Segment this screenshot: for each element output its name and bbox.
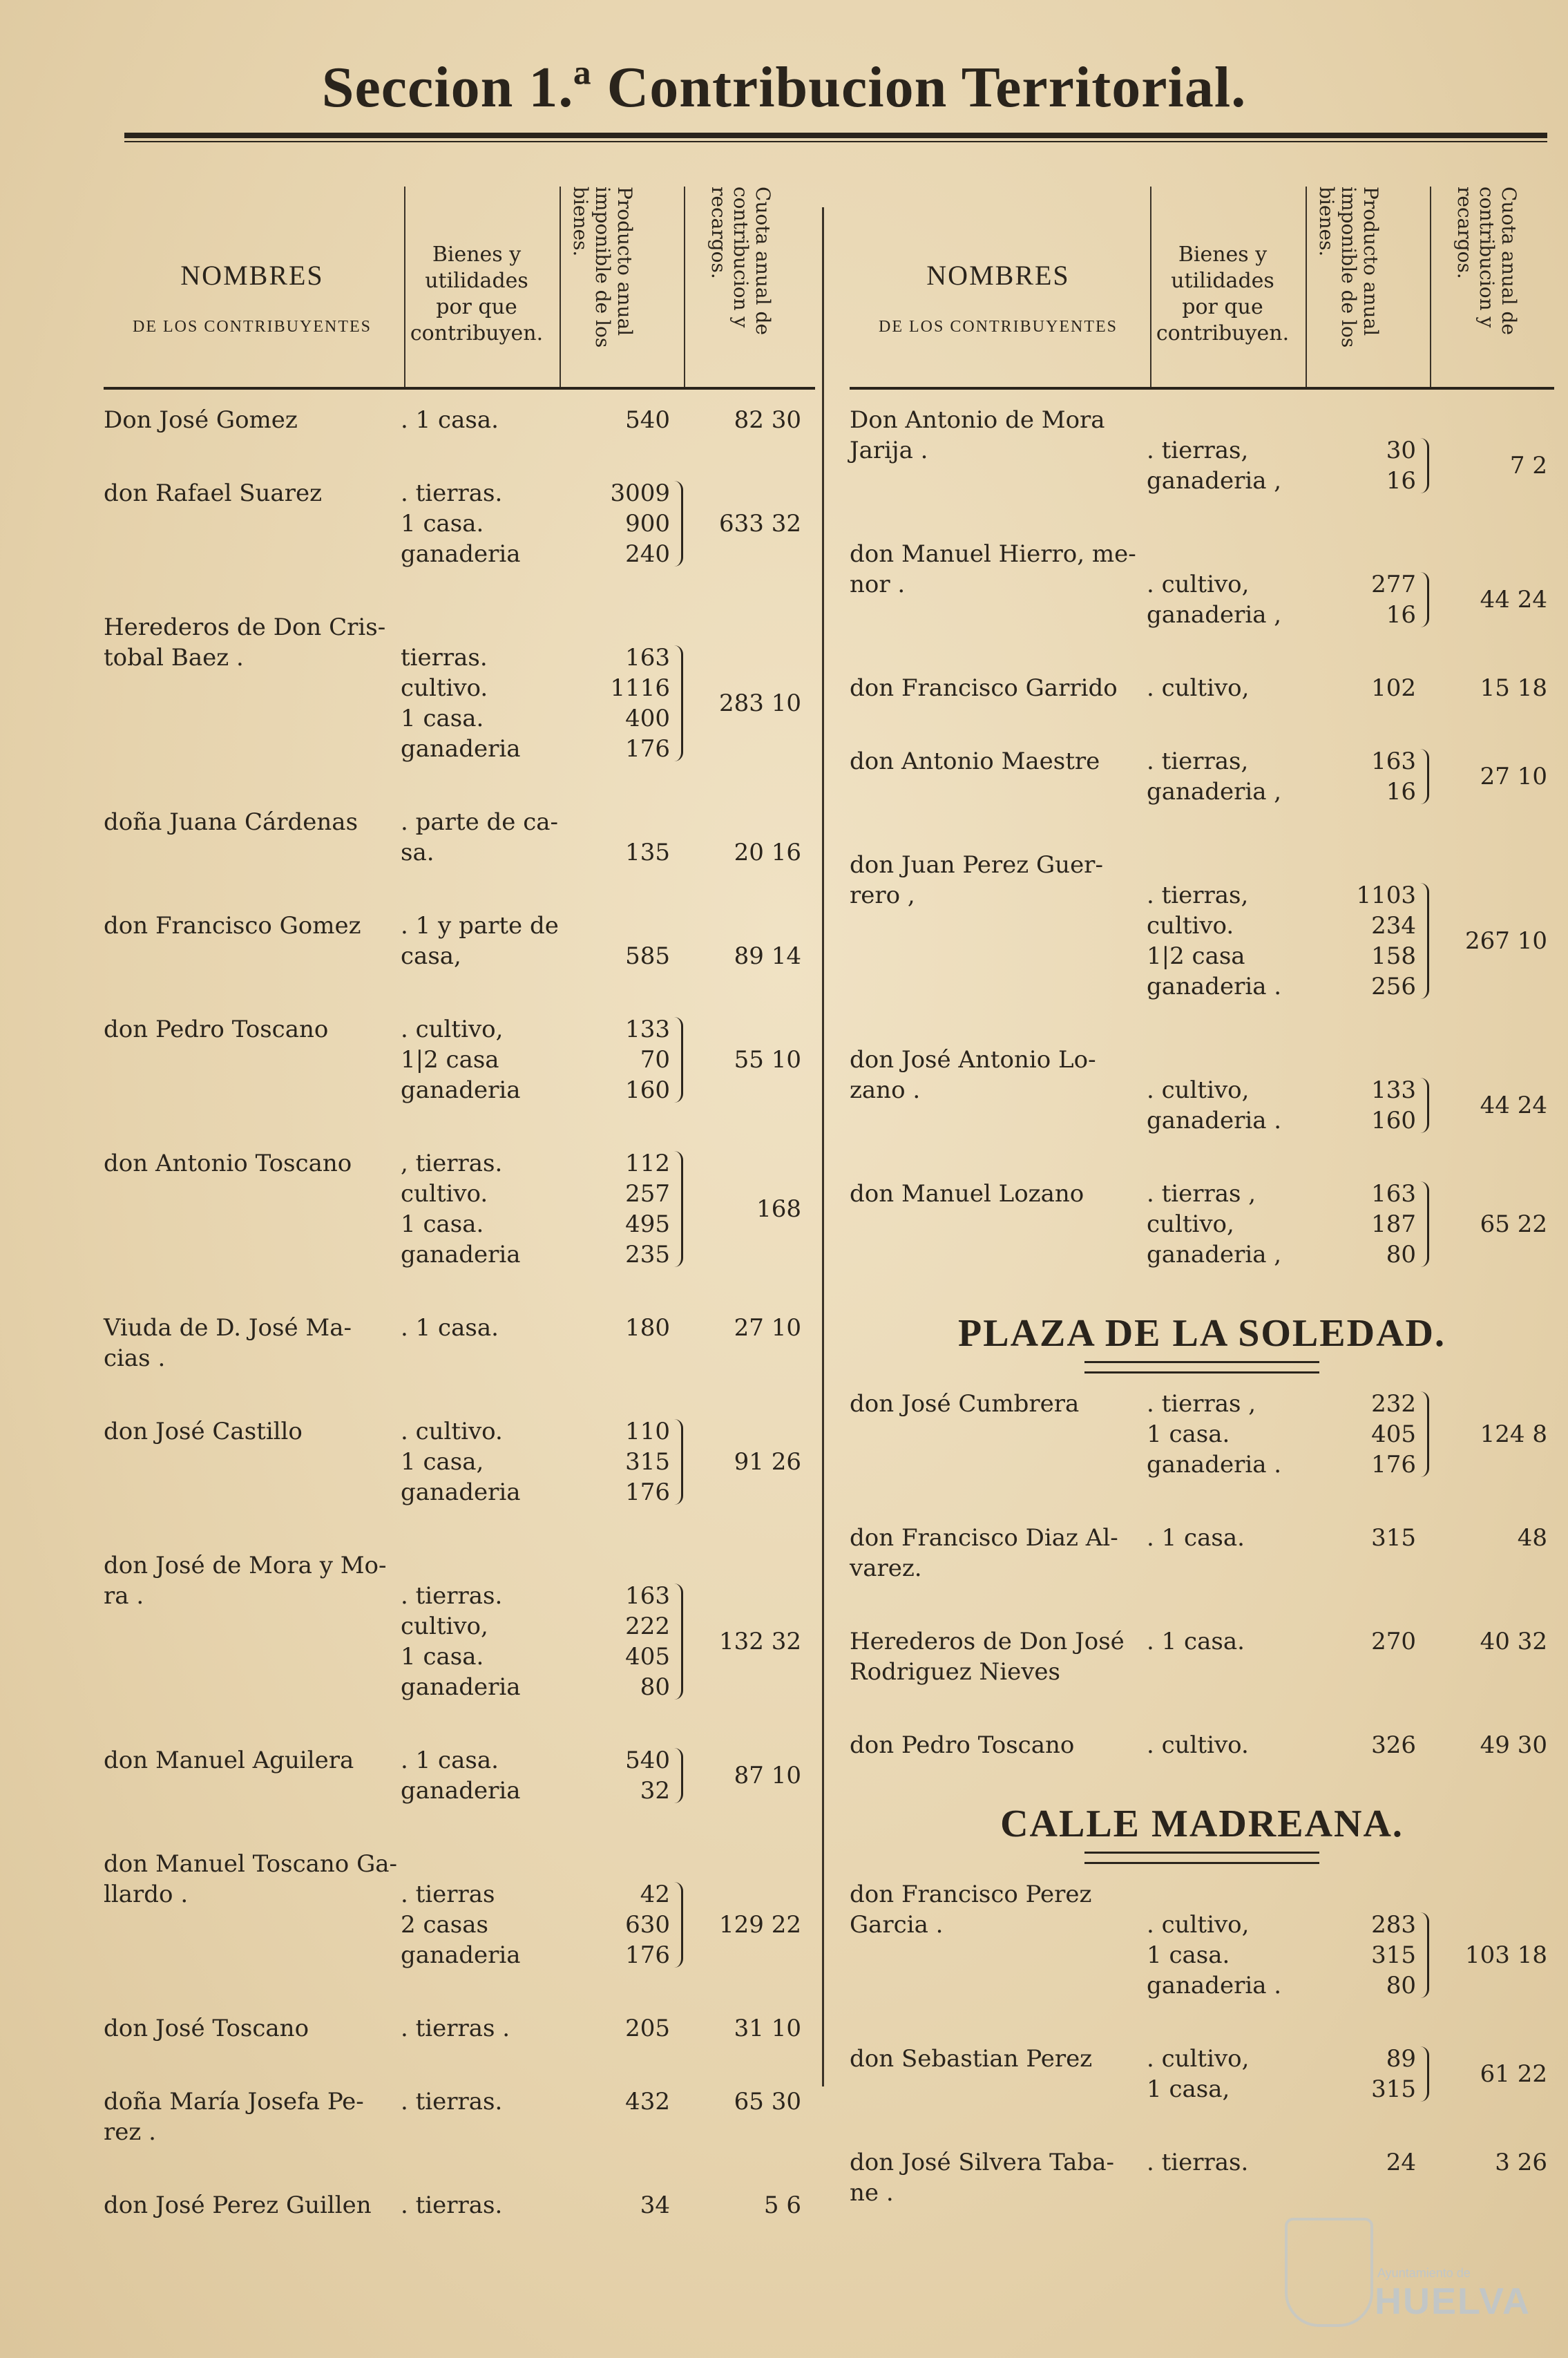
producto-cell: 277 bbox=[1371, 571, 1416, 598]
header-bienes: Bienes y utilidades por que contribuyen. bbox=[410, 243, 544, 345]
table-row bbox=[850, 539, 1554, 658]
plaza-table-body bbox=[850, 1389, 1554, 1788]
cuota-cell: 91 26 bbox=[734, 1448, 801, 1476]
producto-cell: 16 bbox=[1386, 601, 1416, 629]
bienes-cell: . cultivo. bbox=[1147, 1731, 1249, 1759]
title-rule bbox=[124, 133, 1547, 138]
cuota-cell: 65 22 bbox=[1480, 1210, 1547, 1238]
producto-cell: 135 bbox=[625, 839, 670, 866]
bienes-cell: . tierras. bbox=[401, 2191, 503, 2219]
bienes-cell: cultivo. bbox=[1147, 912, 1234, 940]
header-cuota: Cuota anual de contribucion y recargos. bbox=[707, 187, 774, 335]
header-nombres: NOMBRES bbox=[926, 260, 1070, 291]
header-de-los: DE LOS CONTRIBUYENTES bbox=[879, 318, 1118, 336]
producto-cell: 630 bbox=[625, 1911, 670, 1939]
cuota-cell: 44 24 bbox=[1480, 586, 1547, 614]
producto-cell: 540 bbox=[625, 1747, 670, 1774]
bienes-cell: ganaderia bbox=[401, 540, 521, 568]
producto-cell: 283 bbox=[1371, 1911, 1416, 1939]
header-cuota: Cuota anual de contribucion y recargos. bbox=[1453, 187, 1520, 335]
contribuyente-name: don Antonio Toscano bbox=[104, 1150, 352, 1177]
bienes-cell: ganaderia , bbox=[1147, 1241, 1282, 1268]
bienes-cell: ganaderia . bbox=[1147, 1451, 1282, 1478]
seal-subtitle: Ayuntamiento de bbox=[1377, 2266, 1471, 2280]
producto-cell: 42 bbox=[640, 1881, 670, 1908]
producto-cell: 102 bbox=[1371, 674, 1416, 702]
brace bbox=[1420, 749, 1429, 804]
bienes-cell: . 1 casa. bbox=[401, 1747, 499, 1774]
contribuyente-name: don José Cumbrera bbox=[850, 1390, 1080, 1418]
table-row bbox=[104, 612, 815, 792]
bienes-cell: ganaderia bbox=[401, 1241, 521, 1268]
producto-cell: 240 bbox=[625, 540, 670, 568]
bienes-cell: 1|2 casa bbox=[401, 1046, 499, 1074]
producto-cell: 24 bbox=[1386, 2149, 1416, 2176]
contribuyente-name: don Francisco Garrido bbox=[850, 674, 1118, 702]
brace bbox=[1420, 438, 1429, 493]
producto-cell: 16 bbox=[1386, 778, 1416, 806]
bienes-cell: 1 casa. bbox=[401, 510, 484, 538]
bienes-cell: 1 casa. bbox=[1147, 1420, 1230, 1448]
bienes-cell: cultivo, bbox=[401, 1613, 488, 1640]
title-rule-thin bbox=[124, 141, 1547, 142]
cuota-cell: 168 bbox=[756, 1195, 801, 1223]
header-names bbox=[850, 259, 1147, 336]
bienes-cell: cultivo. bbox=[401, 674, 488, 702]
bienes-cell: . tierras , bbox=[1147, 1180, 1256, 1208]
cuota-cell: 20 16 bbox=[734, 839, 801, 866]
contribuyente-name: don Pedro Toscano bbox=[104, 1016, 329, 1043]
producto-cell: 495 bbox=[625, 1210, 670, 1238]
bienes-cell: . 1 casa. bbox=[401, 406, 499, 434]
bienes-cell: cultivo, bbox=[1147, 1210, 1234, 1238]
bienes-cell: . tierras, bbox=[1147, 748, 1249, 775]
bienes-cell: . 1 casa. bbox=[1147, 1524, 1245, 1552]
bienes-cell: ganaderia bbox=[401, 735, 521, 763]
cuota-cell: 129 22 bbox=[719, 1911, 801, 1939]
bienes-cell: . cultivo, bbox=[1147, 2045, 1250, 2073]
contribuyente-name: don José Toscano bbox=[104, 2015, 309, 2042]
header-names bbox=[104, 259, 401, 336]
contribuyente-name: don José Castillo bbox=[104, 1418, 303, 1445]
table-row bbox=[850, 2044, 1554, 2132]
contribuyente-name: Viuda de D. José Ma- cias . bbox=[104, 1314, 352, 1372]
bienes-cell: . cultivo. bbox=[401, 1418, 503, 1445]
producto-cell: 205 bbox=[625, 2015, 670, 2042]
producto-cell: 187 bbox=[1371, 1210, 1416, 1238]
producto-cell: 585 bbox=[625, 942, 670, 970]
producto-cell: 34 bbox=[640, 2191, 670, 2219]
table-row bbox=[850, 1179, 1554, 1297]
table-row bbox=[104, 2190, 815, 2248]
table-row bbox=[850, 405, 1554, 524]
table-row bbox=[850, 1523, 1554, 1611]
producto-cell: 222 bbox=[625, 1613, 670, 1640]
cuota-cell: 49 30 bbox=[1480, 1731, 1547, 1759]
table-row bbox=[104, 1416, 815, 1535]
cuota-cell: 48 bbox=[1517, 1524, 1547, 1552]
bienes-cell: , tierras. bbox=[401, 1150, 503, 1177]
header-separator bbox=[1306, 187, 1307, 387]
producto-cell: 315 bbox=[625, 1448, 670, 1476]
producto-cell: 1116 bbox=[610, 674, 670, 702]
producto-cell: 257 bbox=[625, 1180, 670, 1208]
left-table-header bbox=[104, 166, 815, 390]
bienes-cell: . cultivo, bbox=[1147, 1076, 1250, 1104]
producto-cell: 232 bbox=[1371, 1390, 1416, 1418]
bienes-cell: 1 casa. bbox=[1147, 1941, 1230, 1969]
producto-cell: 270 bbox=[1371, 1628, 1416, 1655]
table-row bbox=[104, 478, 815, 597]
bienes-cell: 1 casa. bbox=[401, 1643, 484, 1671]
header-separator bbox=[1150, 187, 1151, 387]
bienes-cell: . tierras, bbox=[1147, 437, 1249, 464]
header-separator bbox=[404, 187, 405, 387]
contribuyente-name: don José Antonio Lo- zano . bbox=[850, 1046, 1096, 1104]
left-column bbox=[104, 166, 815, 2248]
producto-cell: 80 bbox=[1386, 1241, 1416, 1268]
table-row bbox=[850, 850, 1554, 1029]
bienes-cell: . tierras, bbox=[1147, 882, 1249, 909]
producto-cell: 163 bbox=[625, 644, 670, 672]
brace bbox=[674, 645, 683, 761]
producto-cell: 400 bbox=[625, 705, 670, 732]
brace bbox=[674, 1882, 683, 1968]
producto-cell: 160 bbox=[625, 1076, 670, 1104]
cuota-cell: 15 18 bbox=[1480, 674, 1547, 702]
header-de-los: DE LOS CONTRIBUYENTES bbox=[133, 318, 372, 336]
producto-cell: 405 bbox=[1371, 1420, 1416, 1448]
bienes-cell: 1 casa, bbox=[401, 1448, 484, 1476]
cuota-cell: 87 10 bbox=[734, 1762, 801, 1789]
brace bbox=[1420, 1078, 1429, 1133]
bienes-cell: ganaderia bbox=[401, 1941, 521, 1969]
table-row bbox=[850, 1730, 1554, 1788]
bienes-cell: 1 casa, bbox=[1147, 2075, 1230, 2103]
bienes-cell: ganaderia . bbox=[1147, 1107, 1282, 1134]
contribuyente-name: Don Antonio de Mora Jarija . bbox=[850, 406, 1105, 464]
contribuyente-name: don Francisco Gomez bbox=[104, 912, 361, 940]
contribuyente-name: don Pedro Toscano bbox=[850, 1731, 1075, 1759]
bienes-cell: . tierras. bbox=[401, 479, 503, 507]
producto-cell: 158 bbox=[1371, 942, 1416, 970]
cuota-cell: 124 8 bbox=[1480, 1420, 1547, 1448]
cuota-cell: 40 32 bbox=[1480, 1628, 1547, 1655]
producto-cell: 80 bbox=[640, 1673, 670, 1701]
table-row bbox=[104, 1849, 815, 1998]
calle-title: CALLE MADREANA. bbox=[1000, 1803, 1404, 1845]
producto-cell: 180 bbox=[625, 1314, 670, 1342]
contribuyente-name: don Sebastian Perez bbox=[850, 2045, 1093, 2073]
section-rule bbox=[1084, 1852, 1319, 1864]
producto-cell: 32 bbox=[640, 1777, 670, 1805]
producto-cell: 235 bbox=[625, 1241, 670, 1268]
cuota-cell: 103 18 bbox=[1465, 1941, 1547, 1969]
brace bbox=[674, 1017, 683, 1103]
bienes-cell: tierras. bbox=[401, 644, 488, 672]
section-title-calle bbox=[850, 1802, 1554, 1864]
huelva-seal-icon bbox=[1285, 2218, 1373, 2327]
table-row bbox=[104, 807, 815, 895]
producto-cell: 1103 bbox=[1356, 882, 1416, 909]
bienes-cell: 1|2 casa bbox=[1147, 942, 1245, 970]
bienes-cell: 1 casa. bbox=[401, 1210, 484, 1238]
section-title-plaza bbox=[850, 1311, 1554, 1373]
contribuyente-name: don José Silvera Taba- ne . bbox=[850, 2149, 1114, 2207]
table-row bbox=[104, 911, 815, 999]
cuota-cell: 55 10 bbox=[734, 1046, 801, 1074]
table-row bbox=[850, 1045, 1554, 1163]
cuota-cell: 267 10 bbox=[1465, 927, 1547, 955]
cuota-cell: 633 32 bbox=[719, 510, 801, 538]
producto-cell: 315 bbox=[1371, 1524, 1416, 1552]
seal-name: HUELVA bbox=[1375, 2281, 1531, 2322]
brace bbox=[1420, 572, 1429, 627]
table-row bbox=[850, 1879, 1554, 2028]
bienes-cell: . parte de ca- sa. bbox=[401, 808, 558, 866]
producto-cell: 432 bbox=[625, 2088, 670, 2115]
left-table-body bbox=[104, 405, 815, 2248]
contribuyente-name: doña Juana Cárdenas bbox=[104, 808, 358, 836]
contribuyente-name: Herederos de Don José Rodriguez Nieves bbox=[850, 1628, 1125, 1686]
contribuyente-name: don Antonio Maestre bbox=[850, 748, 1100, 775]
contribuyente-name: don Francisco Diaz Al- varez. bbox=[850, 1524, 1118, 1582]
bienes-cell: ganaderia . bbox=[1147, 973, 1282, 1000]
bienes-cell: ganaderia , bbox=[1147, 778, 1282, 806]
brace bbox=[674, 1748, 683, 1803]
bienes-cell: . tierras. bbox=[1147, 2149, 1249, 2176]
brace bbox=[674, 1584, 683, 1700]
producto-cell: 163 bbox=[1371, 748, 1416, 775]
table-row bbox=[104, 2086, 815, 2175]
bienes-cell: ganaderia , bbox=[1147, 467, 1282, 495]
bienes-cell: 1 casa. bbox=[401, 705, 484, 732]
producto-cell: 30 bbox=[1386, 437, 1416, 464]
bienes-cell: . cultivo, bbox=[1147, 674, 1250, 702]
header-producto: Producto anual imponible de los bienes. bbox=[1315, 187, 1382, 348]
brace bbox=[674, 481, 683, 567]
producto-cell: 163 bbox=[1371, 1180, 1416, 1208]
table-row bbox=[850, 2147, 1554, 2236]
cuota-cell: 82 30 bbox=[734, 406, 801, 434]
contribuyente-name: doña María Josefa Pe- rez . bbox=[104, 2088, 364, 2146]
contribuyente-name: Don José Gomez bbox=[104, 406, 298, 434]
bienes-cell: ganaderia bbox=[401, 1478, 521, 1506]
cuota-cell: 3 26 bbox=[1495, 2149, 1547, 2176]
right-table-header bbox=[850, 166, 1554, 390]
contribuyente-name: don Juan Perez Guer- rero , bbox=[850, 851, 1103, 909]
producto-cell: 110 bbox=[625, 1418, 670, 1445]
bienes-cell: . 1 casa. bbox=[401, 1314, 499, 1342]
bienes-cell: ganaderia bbox=[401, 1673, 521, 1701]
producto-cell: 326 bbox=[1371, 1731, 1416, 1759]
section-rule bbox=[1084, 1361, 1319, 1373]
cuota-cell: 27 10 bbox=[1480, 763, 1547, 790]
producto-cell: 163 bbox=[625, 1582, 670, 1610]
producto-cell: 160 bbox=[1371, 1107, 1416, 1134]
bienes-cell: ganaderia bbox=[401, 1076, 521, 1104]
table-row bbox=[104, 1148, 815, 1297]
cuota-cell: 27 10 bbox=[734, 1314, 801, 1342]
cuota-cell: 44 24 bbox=[1480, 1092, 1547, 1119]
producto-cell: 176 bbox=[625, 1941, 670, 1969]
table-row bbox=[104, 1550, 815, 1730]
column-divider bbox=[822, 207, 824, 2086]
producto-cell: 540 bbox=[625, 406, 670, 434]
bienes-cell: . tierras . bbox=[401, 2015, 510, 2042]
producto-cell: 315 bbox=[1371, 2075, 1416, 2103]
bienes-cell: . tierras bbox=[401, 1881, 495, 1908]
bienes-cell: . cultivo, bbox=[1147, 1911, 1250, 1939]
contribuyente-name: don Rafael Suarez bbox=[104, 479, 322, 507]
table-row bbox=[850, 673, 1554, 731]
brace bbox=[1420, 883, 1429, 999]
right-table-body bbox=[850, 405, 1554, 1297]
bienes-cell: . tierras. bbox=[401, 2088, 503, 2115]
bienes-cell: . tierras , bbox=[1147, 1390, 1256, 1418]
producto-cell: 900 bbox=[625, 510, 670, 538]
page-title: Seccion 1.ª Contribucion Territorial. bbox=[321, 55, 1247, 120]
bienes-cell: ganaderia . bbox=[1147, 1972, 1282, 1999]
cuota-cell: 89 14 bbox=[734, 942, 801, 970]
contribuyente-name: don José Perez Guillen bbox=[104, 2191, 372, 2219]
contribuyente-name: don José de Mora y Mo- ra . bbox=[104, 1552, 387, 1610]
right-column bbox=[850, 166, 1554, 2236]
bienes-cell: . cultivo, bbox=[401, 1016, 504, 1043]
brace bbox=[1420, 2046, 1429, 2102]
table-row bbox=[104, 405, 815, 463]
producto-cell: 256 bbox=[1371, 973, 1416, 1000]
cuota-cell: 7 2 bbox=[1509, 452, 1547, 479]
header-nombres: NOMBRES bbox=[180, 260, 324, 291]
producto-cell: 315 bbox=[1371, 1941, 1416, 1969]
producto-cell: 112 bbox=[625, 1150, 670, 1177]
contribuyente-name: Herederos de Don Cris- tobal Baez . bbox=[104, 614, 386, 672]
header-separator bbox=[684, 187, 685, 387]
table-row bbox=[104, 1014, 815, 1133]
header-separator bbox=[1430, 187, 1431, 387]
brace bbox=[1420, 1391, 1429, 1477]
bienes-cell: . cultivo, bbox=[1147, 571, 1250, 598]
cuota-cell: 31 10 bbox=[734, 2015, 801, 2042]
table-row bbox=[850, 1389, 1554, 1508]
bienes-cell: . 1 y parte de casa, bbox=[401, 912, 559, 970]
brace bbox=[674, 1151, 683, 1267]
bienes-cell: ganaderia bbox=[401, 1777, 521, 1805]
bienes-cell: ganaderia , bbox=[1147, 601, 1282, 629]
producto-cell: 80 bbox=[1386, 1972, 1416, 1999]
header-bienes: Bienes y utilidades por que contribuyen. bbox=[1156, 243, 1290, 345]
bienes-cell: . tierras. bbox=[401, 1582, 503, 1610]
header-separator bbox=[560, 187, 561, 387]
calle-table-body bbox=[850, 1879, 1554, 2236]
plaza-title: PLAZA DE LA SOLEDAD. bbox=[958, 1312, 1446, 1355]
producto-cell: 234 bbox=[1371, 912, 1416, 940]
producto-cell: 176 bbox=[625, 735, 670, 763]
brace bbox=[1420, 1181, 1429, 1267]
table-row bbox=[104, 2013, 815, 2071]
bienes-cell: cultivo. bbox=[401, 1180, 488, 1208]
contribuyente-name: don Francisco Perez Garcia . bbox=[850, 1881, 1092, 1939]
cuota-cell: 5 6 bbox=[763, 2191, 801, 2219]
producto-cell: 70 bbox=[640, 1046, 670, 1074]
brace bbox=[1420, 1912, 1429, 1998]
producto-cell: 176 bbox=[1371, 1451, 1416, 1478]
table-row bbox=[850, 746, 1554, 835]
contribuyente-name: don Manuel Lozano bbox=[850, 1180, 1084, 1208]
producto-cell: 176 bbox=[625, 1478, 670, 1506]
table-row bbox=[104, 1313, 815, 1401]
cuota-cell: 65 30 bbox=[734, 2088, 801, 2115]
brace bbox=[674, 1419, 683, 1505]
bienes-cell: 2 casas bbox=[401, 1911, 488, 1939]
header-producto: Producto anual imponible de los bienes. bbox=[569, 187, 636, 348]
table-row bbox=[850, 1626, 1554, 1715]
producto-cell: 405 bbox=[625, 1643, 670, 1671]
bienes-cell: . 1 casa. bbox=[1147, 1628, 1245, 1655]
producto-cell: 89 bbox=[1386, 2045, 1416, 2073]
producto-cell: 133 bbox=[1371, 1076, 1416, 1104]
producto-cell: 16 bbox=[1386, 467, 1416, 495]
producto-cell: 133 bbox=[625, 1016, 670, 1043]
contribuyente-name: don Manuel Aguilera bbox=[104, 1747, 354, 1774]
table-row bbox=[104, 1745, 815, 1834]
cuota-cell: 132 32 bbox=[719, 1628, 801, 1655]
contribuyente-name: don Manuel Toscano Ga- llardo . bbox=[104, 1850, 397, 1908]
producto-cell: 3009 bbox=[610, 479, 670, 507]
cuota-cell: 283 10 bbox=[719, 690, 801, 717]
contribuyente-name: don Manuel Hierro, me- nor . bbox=[850, 540, 1136, 598]
cuota-cell: 61 22 bbox=[1480, 2060, 1547, 2088]
